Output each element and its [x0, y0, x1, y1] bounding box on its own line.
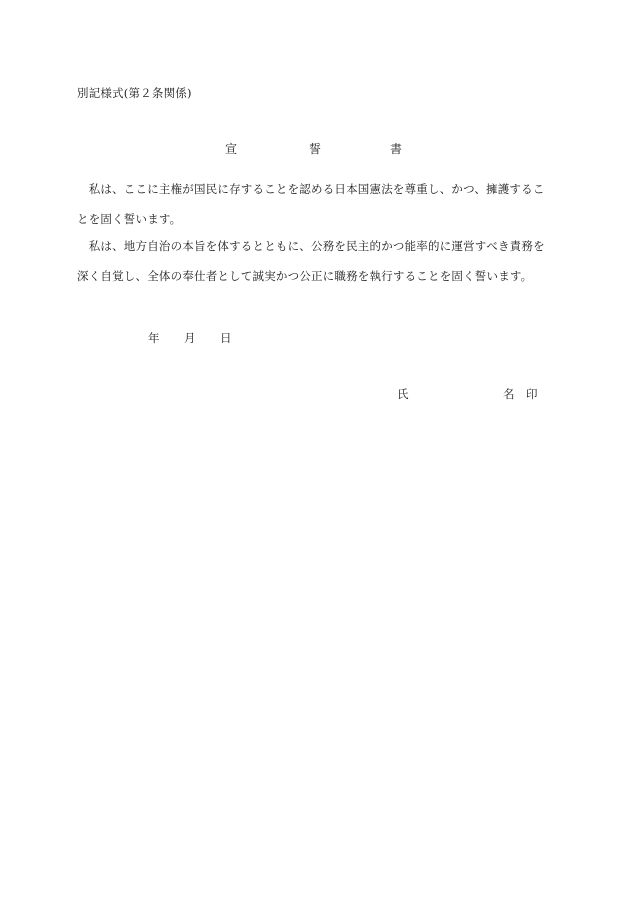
paragraph-2-line-2: 深く自覚し、全体の奉仕者として誠実かつ公正に職務を執行することを固く誓います。 [77, 269, 533, 283]
date-month-label: 月 [184, 331, 196, 345]
paragraph-2-line-1: 私は、地方自治の本旨を体するとともに、公務を民主的かつ能率的に運営すべき責務を [77, 239, 545, 253]
signature-surname-label: 氏 [397, 387, 409, 401]
paragraph-1-line-2: とを固く誓います。 [77, 212, 182, 226]
signature-seal-label: 印 [526, 387, 538, 401]
date-day-label: 日 [220, 331, 232, 345]
title-char-sei: 誓 [309, 142, 322, 156]
signature-name-label: 名 [503, 387, 515, 401]
form-note: 別記様式(第２条関係) [77, 86, 192, 100]
title-char-sho: 書 [390, 142, 403, 156]
paragraph-1-line-1: 私は、ここに主権が国民に存することを認める日本国憲法を尊重し、かつ、擁護するこ [77, 182, 545, 196]
date-year-label: 年 [148, 331, 160, 345]
title-char-sen: 宣 [225, 142, 238, 156]
